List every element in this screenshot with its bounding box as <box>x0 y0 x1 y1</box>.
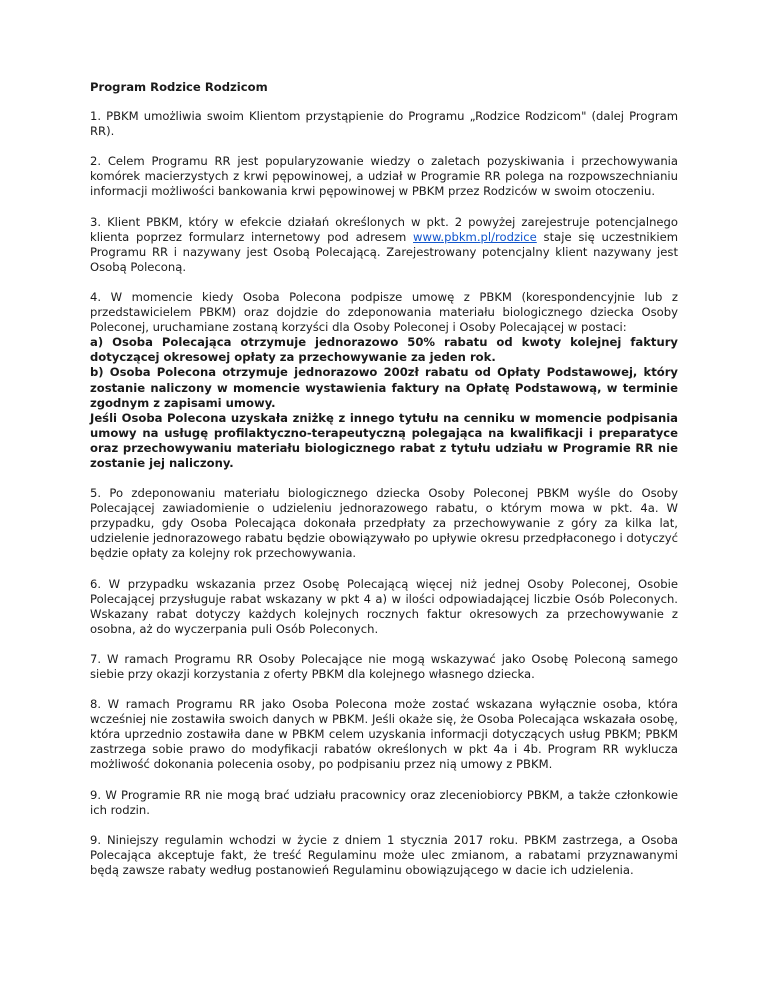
paragraph-1: 1. PBKM umożliwia swoim Klientom przystąpienie do Programu „Rodzice Rodzicom" (dalej Program RR). <box>90 109 678 139</box>
paragraph-6: 6. W przypadku wskazania przez Osobę Polecającą więcej niż jednej Osoby Poleconej, Osobie Polecającej przysługuje rabat wskazany w pkt 4 a) w ilości odpowiadającej liczbie Osób Poleconych. Wskazany rabat dotyczy każdych kolejnych rocznych faktur okresowych za przechowywanie z osobna, aż do wyczerpania puli Osób Poleconych. <box>90 576 678 636</box>
document-page <box>90 80 678 893</box>
benefit-a: a) Osoba Polecająca otrzymuje jednorazowo 50% rabatu od kwoty kolejnej faktury dotyczącej okresowej opłaty za przechowywanie za jeden rok. <box>90 335 678 365</box>
paragraph-4-intro: 4. W momencie kiedy Osoba Polecona podpisze umowę z PBKM (korespondencyjnie lub z przedstawicielem PBKM) oraz dojdzie do zdeponowania materiału biologicznego dziecka Osoby Poleconej, uruchamiane zostaną korzyści dla Osoby Poleconej i Osoby Polecającej w postaci: <box>90 289 678 335</box>
paragraph-3 <box>90 215 678 275</box>
paragraph-3-text-before: 3. Klient PBKM, który w efekcie działań określonych w pkt. 2 powyżej zarejestruje potencjalnego klienta poprzez formularz internetowy pod adresem <box>90 214 678 244</box>
paragraph-8: 8. W ramach Programu RR jako Osoba Polecona może zostać wskazana wyłącznie osoba, która wcześniej nie zostawiła swoich danych w PBKM. Jeśli okaże się, że Osoba Polecająca wskazała osobę, która uprzednio zostawiła dane w PBKM celem uzyskania informacji dotyczących usług PBKM; PBKM zastrzega sobie prawo do modyfikacji rabatów określonych w pkt 4a i 4b. Program RR wyklucza możliwość dokonania polecenia osoby, po podpisaniu przez nią umowy z PBKM. <box>90 697 678 772</box>
paragraph-2: 2. Celem Programu RR jest popularyzowanie wiedzy o zaletach pozyskiwania i przechowywania komórek macierzystych z krwi pępowinowej, a udział w Programie RR polega na rozpowszechnianiu informacji możliwości bankowania krwi pępowinowej w PBKM przez Rodziców w swoim otoczeniu. <box>90 154 678 199</box>
paragraph-3-text-after: staje się uczestnikiem Programu RR i nazywany jest Osobą Polecającą. Zarejestrowany potencjalny klient nazywany jest Osobą Poleconą. <box>90 229 678 274</box>
benefit-exception: Jeśli Osoba Polecona uzyskała zniżkę z innego tytułu na cenniku w momencie podpisania umowy na usługę profilaktyczno-terapeutyczną polegająca na kwalifikacji i preparatyce oraz przechowywaniu materiału biologicznego rabat z tytułu udziału w Programie RR nie zostanie jej naliczony. <box>90 410 678 470</box>
document-title: Program Rodzice Rodzicom <box>90 80 268 94</box>
paragraph-4 <box>90 290 678 471</box>
benefit-b: b) Osoba Polecona otrzymuje jednorazowo 200zł rabatu od Opłaty Podstawowej, który zostanie naliczony w momencie wystawienia faktury na Opłatę Podstawową, w terminie zgodnym z zapisami umowy. <box>90 365 678 410</box>
paragraph-9-exclusions: 9. W Programie RR nie mogą brać udziału pracownicy oraz zleceniobiorcy PBKM, a także członkowie ich rodzin. <box>90 787 678 817</box>
paragraph-7: 7. W ramach Programu RR Osoby Polecające nie mogą wskazywać jako Osobę Poleconą samego siebie przy okazji korzystania z oferty PBKM dla kolejnego własnego dziecka. <box>90 651 678 681</box>
rodzice-link[interactable]: www.pbkm.pl/rodzice <box>413 229 537 244</box>
paragraph-9-effective-date: 9. Niniejszy regulamin wchodzi w życie z dniem 1 stycznia 2017 roku. PBKM zastrzega, a Osoba Polecająca akceptuje fakt, że treść Regulaminu może ulec zmianom, a rabatami przyznawanymi będą zawsze rabaty według postanowień Regulaminu obowiązującego w dacie ich udzielenia. <box>90 832 678 877</box>
paragraph-5: 5. Po zdeponowaniu materiału biologicznego dziecka Osoby Poleconej PBKM wyśle do Osoby Polecającej zawiadomienie o udzieleniu jednorazowego rabatu, o którym mowa w pkt. 4a. W przypadku, gdy Osoba Polecająca dokonała przedpłaty za przechowywanie z góry za kilka lat, udzielenie jednorazowego rabatu będzie obowiązywało po upływie okresu przedpłaconego i dotyczyć będzie opłaty za kolejny rok przechowywania. <box>90 486 678 561</box>
